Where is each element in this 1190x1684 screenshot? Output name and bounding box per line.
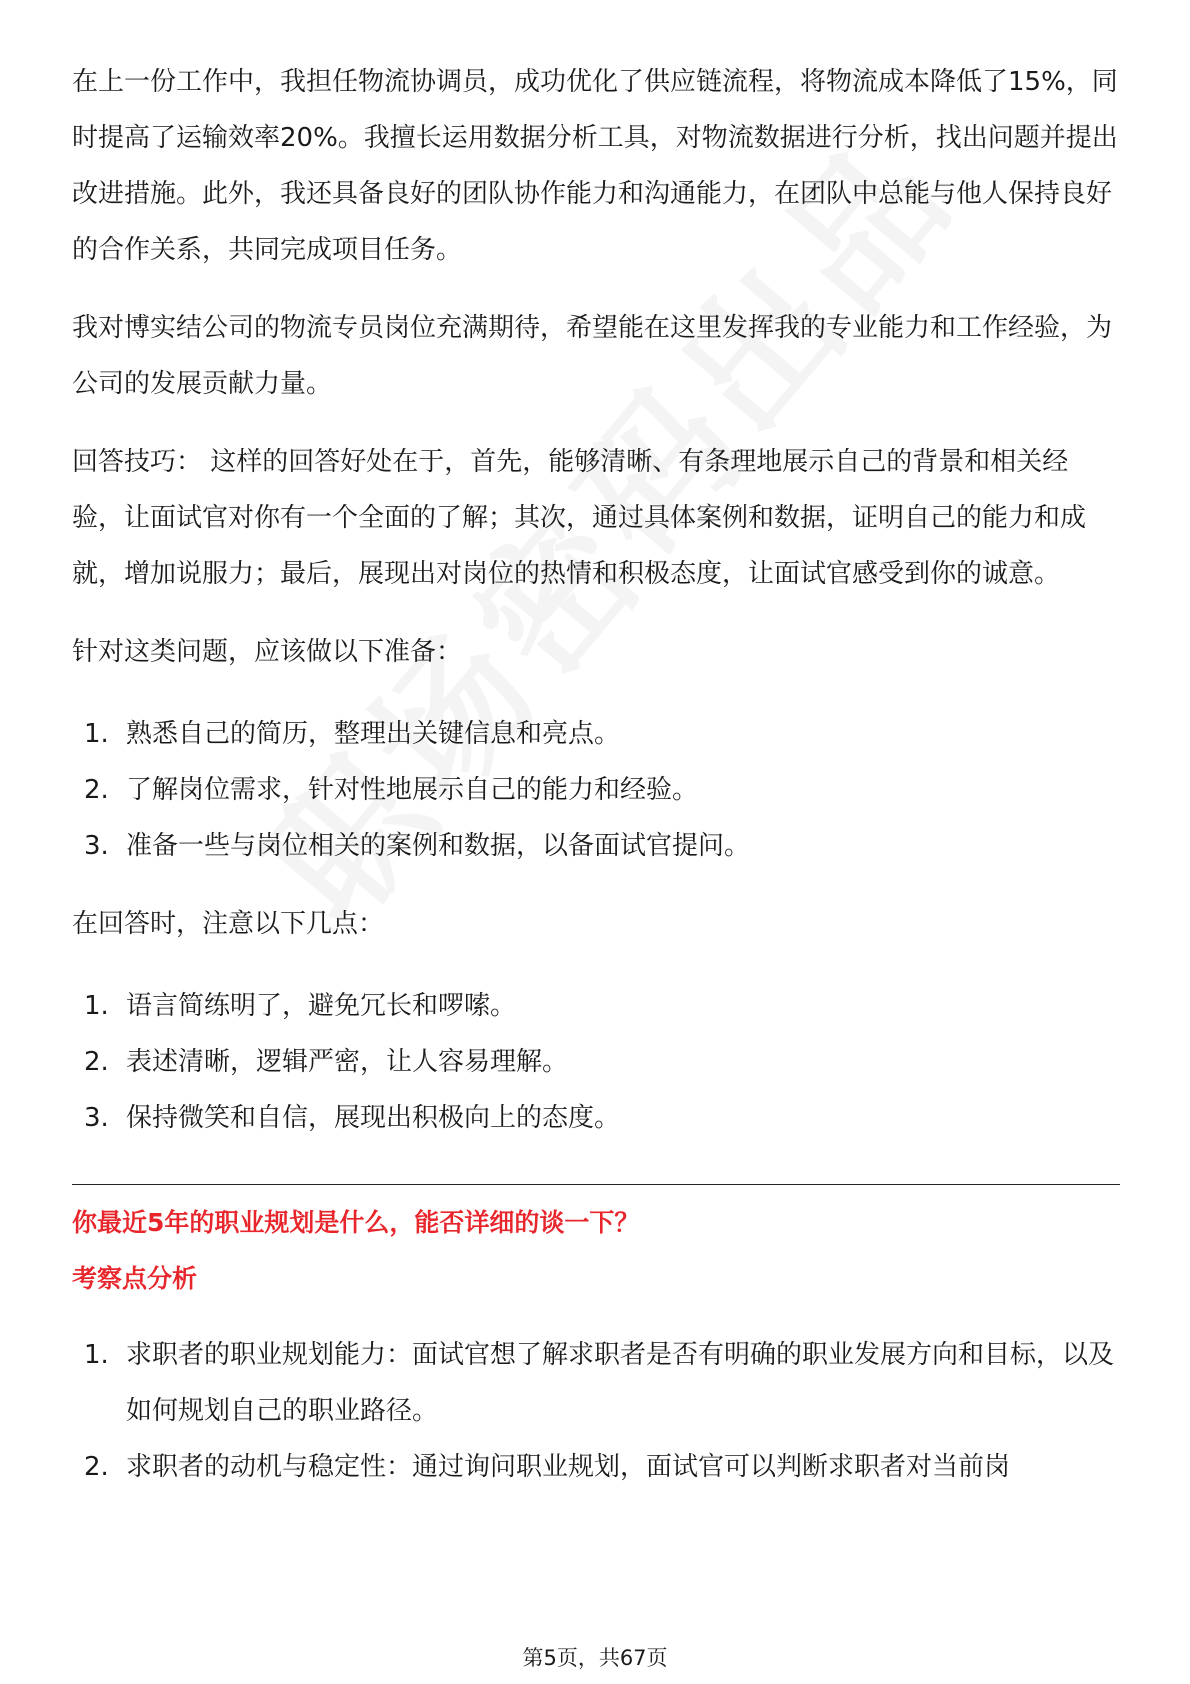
paragraph-prep-intro: 针对这类问题，应该做以下准备： <box>72 637 463 667</box>
paragraph-notes-intro: 在回答时，注意以下几点： <box>72 909 385 939</box>
notes-list <box>72 978 1120 1146</box>
list-item-text: 准备一些与岗位相关的案例和数据，以备面试官提问。 <box>126 831 751 861</box>
list-item-text: 了解岗位需求，针对性地展示自己的能力和经验。 <box>126 775 699 805</box>
list-item <box>72 1439 1120 1495</box>
section-divider <box>72 1184 1120 1185</box>
list-item-text: 保持微笑和自信，展现出积极向上的态度。 <box>126 1103 621 1133</box>
list-number: 1. <box>84 719 109 749</box>
list-number: 2. <box>84 1047 109 1077</box>
prep-list <box>72 706 1120 874</box>
list-number: 3. <box>84 1103 109 1133</box>
list-item <box>72 706 1120 762</box>
list-item-text: 求职者的职业规划能力：面试官想了解求职者是否有明确的职业发展方向和目标，以及如何规划自己的职业路径。 <box>126 1340 1115 1426</box>
list-number: 3. <box>84 831 109 861</box>
paragraph-experience: 在上一份工作中，我担任物流协调员，成功优化了供应链流程，将物流成本降低了15%，同时提高了运输效率20%。我擅长运用数据分析工具，对物流数据进行分析，找出问题并提出改进措施。此外，我还具备良好的团队协作能力和沟通能力，在团队中总能与他人保持良好的合作关系，共同完成项目任务。 <box>72 67 1118 265</box>
paragraph-expectation: 我对博实结公司的物流专员岗位充满期待，希望能在这里发挥我的专业能力和工作经验，为公司的发展贡献力量。 <box>72 313 1113 399</box>
list-item <box>72 762 1120 818</box>
list-item <box>72 1034 1120 1090</box>
question-heading: 你最近5年的职业规划是什么，能否详细的谈一下？ <box>72 1208 640 1237</box>
list-item-text: 语言简练明了，避免冗长和啰嗦。 <box>126 991 517 1021</box>
analysis-list <box>72 1327 1120 1495</box>
list-item <box>72 818 1120 874</box>
list-number: 1. <box>84 1340 109 1370</box>
list-item-text: 熟悉自己的简历，整理出关键信息和亮点。 <box>126 719 621 749</box>
list-item-text: 求职者的动机与稳定性：通过询问职业规划，面试官可以判断求职者对当前岗 <box>126 1452 1011 1482</box>
list-number: 1. <box>84 991 109 1021</box>
list-item <box>72 1327 1120 1439</box>
list-item <box>72 978 1120 1034</box>
analysis-heading: 考察点分析 <box>72 1264 198 1293</box>
list-number: 2. <box>84 775 109 805</box>
list-number: 2. <box>84 1452 109 1482</box>
page-content <box>72 54 1120 1495</box>
list-item <box>72 1090 1120 1146</box>
list-item-text: 表述清晰，逻辑严密，让人容易理解。 <box>126 1047 569 1077</box>
page-number: 第5页，共67页 <box>522 1646 668 1670</box>
paragraph-answer-tips: 回答技巧： 这样的回答好处在于，首先，能够清晰、有条理地展示自己的背景和相关经验，让面试官对你有一个全面的了解；其次，通过具体案例和数据，证明自己的能力和成就，增加说服力；最后，展现出对岗位的热情和积极态度，让面试官感受到你的诚意。 <box>72 447 1087 589</box>
